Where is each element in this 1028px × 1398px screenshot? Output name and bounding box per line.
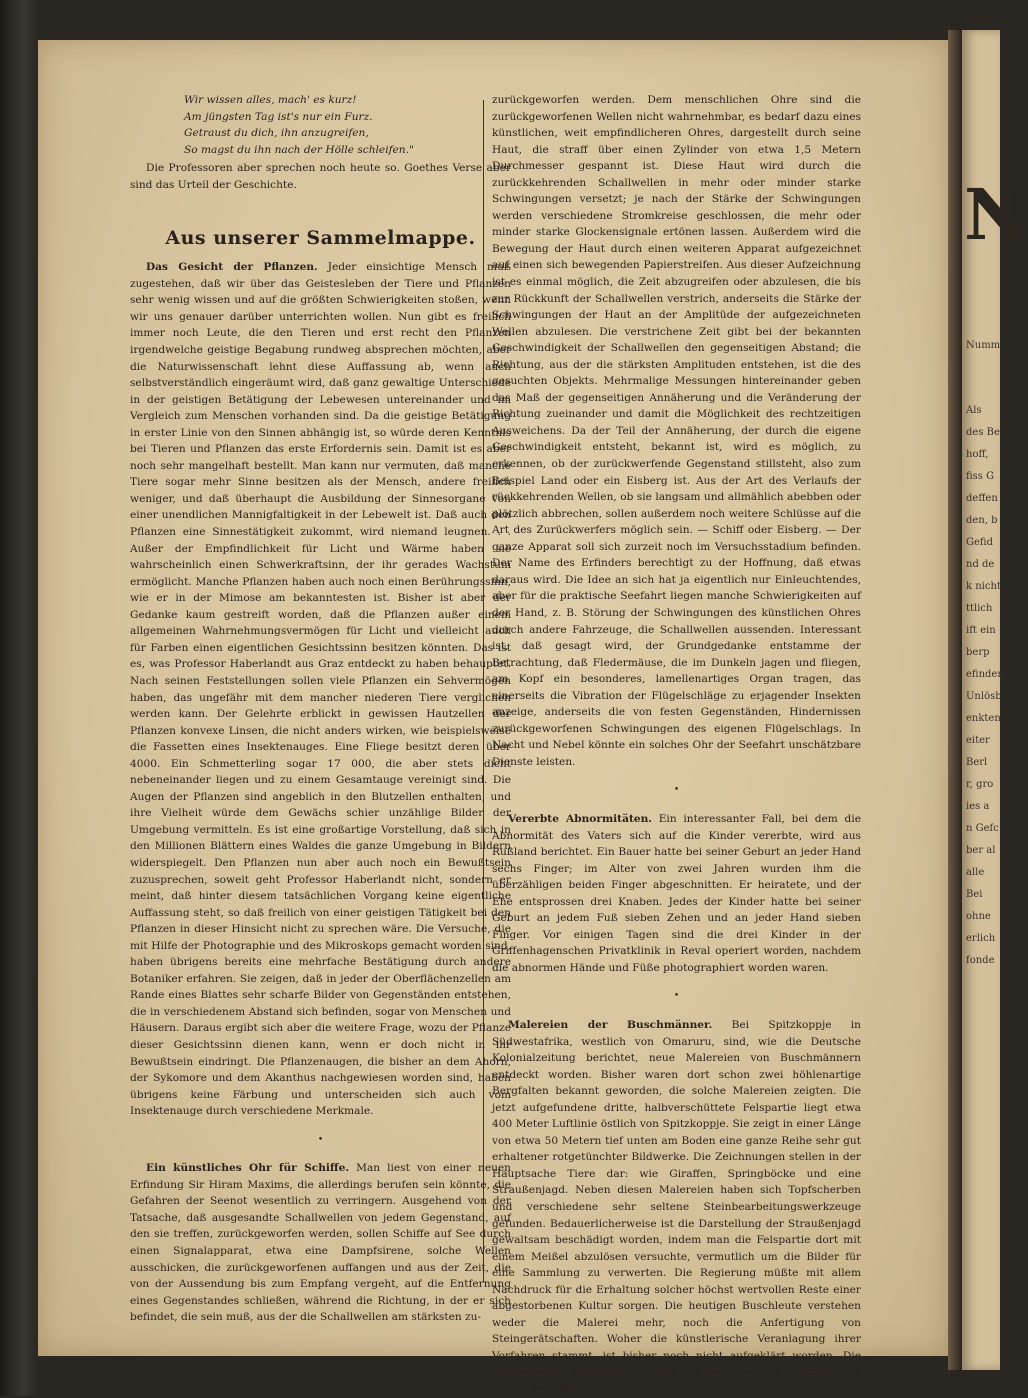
- separator-dot: •: [673, 991, 680, 1002]
- facing-page-fragment: fonde: [966, 955, 995, 966]
- section-title: Aus unserer Sammelmappe.: [165, 227, 476, 250]
- facing-page-fragment: nd de: [966, 559, 995, 570]
- facing-page-fragment: Als: [966, 405, 982, 416]
- facing-page-fragment: deffen: [966, 493, 998, 504]
- page-gutter: [948, 30, 962, 1370]
- facing-page-fragment: ttlich: [966, 603, 993, 614]
- article-heading: Malereien der Buschmänner.: [508, 1018, 713, 1031]
- article-text: Ein interessanter Fall, bei dem die Abnormität des Vaters sich auf die Kinder vererbte, wird aus Rußland berichtet. Ein Bauer hatte bei seiner Geburt an jeder Hand sechs Finger; im Alter von zwei Jahren wurden ihm die überzähligen beiden Finger abgeschnitten. Er heiratete, und der Ehe entsprossen drei Knaben. Jedes der Kinder hatte bei seiner Geburt an jedem Fuß sieben Zehen und an jeder Hand sieben Finger. Vor einigen Tagen sind die drei Kinder in der Griffenhagenschen Privatklinik in Reval operiert worden, nachdem die abnormen Hände und Füße photographiert worden waren.: [492, 812, 861, 974]
- facing-page-fragment: erlich: [966, 933, 996, 944]
- article-plants: [130, 259, 511, 1119]
- facing-page-fragment: ber al: [966, 845, 996, 856]
- facing-page-fragment: ies a: [966, 801, 990, 812]
- article-text: Jeder einsichtige Mensch muß zugestehen, daß wir über das Geistesleben der Tiere und Pflanzen sehr wenig wissen und auf die größten Schwierigkeiten stoßen, wenn wir uns genauer darüber unterrichten wollen. Nun gibt es freilich immer noch Leute, die den Tieren und erst recht den Pflanzen irgendwelche geistige Begabung rundweg absprechen möchten, aber die Naturwissenschaft lehnt diese Auffassung ab, wenn auch selbstverständlich eingeräumt wird, daß ganz gewaltige Unterschiede in der geistigen Betätigung der Lebewesen untereinander und im Vergleich zum Menschen vorhanden sind. Da die geistige Betätigung in erster Linie von den Sinnen abhängig ist, so würde deren Kenntnis bei Tieren und Pflanzen das erste Erfordernis sein. Damit ist es aber noch sehr mangelhaft bestellt. Man kann nur vermuten, daß manche Tiere sogar mehr Sinne besitzen als der Mensch, andere freilich weniger, und daß überhaupt die Ausbildung der Sinnesorgane von einer unendlichen Mannigfaltigkeit in der Lebewelt ist. Daß auch den Pflanzen eine Sinnestätigkeit zukommt, wird niemand leugnen. . . Außer der Empfindlichkeit für Licht und Wärme haben sie wahrscheinlich einen Schwerkraftsinn, der ihr gerades Wachstum ermöglicht. Manche Pflanzen haben auch noch einen Berührungssinn, wie er in der Mimose am bekanntesten ist. Bisher ist aber der Gedanke kaum gestreift worden, daß die Pflanzen außer einem allgemeinen Wahrnehmungsvermögen für Licht und vielleicht auch für Farben einen eigentlichen Gesichtssinn besitzen könnten. Das ist es, was Professor Haberlandt aus Graz entdeckt zu haben behauptet. Nach seinen Feststellungen sollen viele Pflanzen ein Sehvermögen haben, das ungefähr mit dem mancher niederen Tiere verglichen werden kann. Der Gelehrte erblickt in gewissen Hautzellen der Pflanzen konvexe Linsen, die nicht anders wirken, wie beispielsweise die Fassetten eines Insektenauges. Eine Fliege besitzt deren über 4000. Ein Schmetterling sogar 17 000, die aber stets dicht nebeneinander liegen und zu einem Gesamtauge vereinigt sind. Die Augen der Pflanzen sind angeblich in den Blutzellen enthalten, und ihre Vielheit würde dem Gewächs schier unzählige Bilder der Umgebung vermitteln. Es ist eine großartige Vorstellung, daß sich in den Millionen Blättern eines Waldes die ganze Umgebung in Bildern widerspiegelt. Den Pflanzen nun aber auch noch ein Bewußtsein zuzusprechen, soweit geht Professor Haberlandt nicht, sondern er meint, daß hinter diesem tatsächlichen Vorgang keine eigentliche Auffassung steht, so daß freilich von einer geistigen Tätigkeit bei den Pflanzen in dieser Hinsicht nicht zu sprechen wäre. Die Versuche, die mit Hilfe der Photographie und des Mikroskops gemacht worden sind, haben übrigens bereits eine mehrfache Bestätigung durch andere Botaniker erfahren. Sie zeigen, daß in jeder der Oberflächenzellen am Rande eines Blattes sehr scharfe Bilder von Gegenständen entstehen, die in verschiedenem Abstand sich befinden, sogar von Menschen und Häusern. Daraus ergibt sich aber die weitere Frage, wozu der Pflanze dieser Gesichtssinn dienen kann, wenn er doch nicht in ihr Bewußtsein eindringt. Die Pflanzenaugen, die bisher an dem Ahorn, der Sykomore und dem Akanthus nachgewiesen worden sind, haben übrigens keine Färbung und unterscheiden sich auch vom Insektenauge durch verschiedene Merkmale.: [130, 261, 511, 1118]
- column-left: [130, 92, 511, 1326]
- facing-page-fragment: n Gefc: [966, 823, 999, 834]
- article-heading: Vererbte Abnormitäten.: [508, 812, 652, 825]
- facing-page-fragment: enkten.: [966, 713, 1004, 724]
- facing-page-fragment: Numm: [966, 340, 1001, 351]
- facing-page-fragment: Bei: [966, 889, 983, 900]
- facing-page-fragment: berp: [966, 647, 990, 658]
- article-ear-continued: [492, 92, 861, 770]
- column-right: [492, 92, 861, 1398]
- facing-page-fragment: Unlösb: [966, 691, 1002, 702]
- article-ear: [130, 1160, 511, 1325]
- article-bushmen: [492, 1017, 861, 1398]
- poem-line: So magst du ihn nach der Hölle schleifen.": [184, 143, 414, 156]
- facing-page-fragment: efinden: [966, 669, 1004, 680]
- facing-page-edge: [962, 30, 1028, 1370]
- book-binding: [0, 0, 38, 1396]
- article-heading: Ein künstliches Ohr für Schiffe.: [146, 1162, 350, 1175]
- facing-page-fragment: alle: [966, 867, 985, 878]
- separator-dot: •: [317, 1134, 324, 1145]
- poem-line: Wir wissen alles, mach' es kurz!: [184, 94, 357, 106]
- facing-page-fragment: Berl: [966, 757, 988, 768]
- poem: [184, 92, 511, 158]
- facing-page-fragment: k nicht: [966, 581, 1001, 592]
- facing-page-fragment: ift ein: [966, 625, 996, 636]
- separator-dot: •: [673, 785, 680, 796]
- facing-page-fragment: fiss G: [966, 471, 995, 482]
- poem-attribution: Die Professoren aber sprechen noch heute so. Goethes Verse aber sind das Urteil der Geschichte.: [130, 162, 511, 191]
- facing-page-initial: N: [964, 173, 1028, 256]
- facing-page-fragment: des Be: [966, 427, 1000, 438]
- poem-line: Getraust du dich, ihn anzugreifen,: [184, 127, 369, 140]
- facing-page-fragment: den, b: [966, 515, 998, 526]
- article-heading: Das Gesicht der Pflanzen.: [146, 261, 318, 274]
- article-text: Bei Spitzkoppje in Südwestafrika, westlich von Omaruru, sind, wie die Deutsche Kolonialzeitung berichtet, neue Malereien von Buschmännern entdeckt worden. Bisher waren dort schon zwei höhlenartige Bergfalten bekannt geworden, die solche Malereien zeigten. Die jetzt aufgefundene dritte, halbverschüttete Felspartie liegt etwa 400 Meter Luftlinie östlich von Spitzkoppje. Sie zeigt in einer Länge von etwa 50 Metern tief unten am Boden eine ganze Reihe sehr gut erhaltener rotgetünchter Bildwerke. Die Zeichnungen stellen in der Hauptsache Tiere dar: wie Giraffen, Springböcke und eine Straußenjagd. Neben diesen Malereien haben sich Topfscherben und verschiedene sehr seltene Steinbearbeitungswerkzeuge gefunden. Bedauerlicherweise ist die Darstellung der Straußenjagd gewaltsam beschädigt worden, indem man die Felspartie dort mit einem Meißel abzulösen versuchte, vermutlich um die Bilder für eine Sammlung zu verwerten. Die Regierung müßte mit allem Nachdruck für die Erhaltung solcher höchst wertvollen Reste einer abgestorbenen Kultur sorgen. Die heutigen Buschleute verstehen weder die Malerei mehr, noch die Anfertigung von Steingerätschaften. Woher die künstlerische Veranlagung ihrer Vorfahren stammt, ist bisher noch nicht aufgeklärt worden. Die vorgenannten Malereien werden auf ein Alter von ungefähr 200 Jahren geschätzt.: [492, 1018, 861, 1396]
- article-abnormities: [492, 811, 861, 976]
- article-text: Man liest von einer neuen Erfindung Sir Hiram Maxims, die allerdings berufen sein könnte, die Gefahren der Seenot wesentlich zu verringern. Ausgehend von der Tatsache, daß ausgesandte Schallwellen von jedem Gegenstand, auf den sie treffen, zurückgeworfen werden, sollen Schiffe auf See durch einen Signalapparat, etwa eine Dampfsirene, solche Wellen ausschicken, die zurückgeworfenen auffangen und aus der Zeit, die von der Aussendung bis zum Empfang vergeht, auf die Entfernung eines Gegenstandes schließen, während die Richtung, in der er sich befindet, die sein muß, aus der die Schallwellen am stärksten zu-: [130, 1162, 511, 1324]
- article-text: zurückgeworfen werden. Dem menschlichen Ohre sind die zurückgeworfenen Wellen nicht wahrnehmbar, es bedarf dazu eines künstlichen, weit empfindlicheren Ohres, dargestellt durch seine Haut, die straff über einen Zylinder von etwa 1,5 Metern Durchmesser gespannt ist. Diese Haut wird durch die zurückkehrenden Schallwellen in mehr oder minder starke Schwingungen versetzt; je nach der Stärke der Schwingungen werden verschiedene Stromkreise geschlossen, die mehr oder minder starke Glockensignale ertönen lassen. Außerdem wird die Bewegung der Haut durch einen weiteren Apparat aufgezeichnet auf einen sich bewegenden Papierstreifen. Aus dieser Aufzeichnung ist es einmal möglich, die Zeit abzugreifen oder abzulesen, die bis zur Rückkunft der Schallwellen verstrich, anderseits die Stärke der Schwingungen der Haut an der Amplitüde der aufgezeichneten Wellen abzulesen. Die verstrichene Zeit gibt bei der bekannten Geschwindigkeit der Schallwellen den gegenseitigen Abstand; die Richtung, aus der die stärksten Amplituden entstehen, ist die des gesuchten Objekts. Mehrmalige Messungen hintereinander geben das Maß der gegenseitigen Annäherung und die Veränderung der Richtung zueinander und damit die Möglichkeit des rechtzeitigen Ausweichens. Da der Teil der Annäherung, der durch die eigene Geschwindigkeit entsteht, bekannt ist, wird es möglich, zu erkennen, ob der zurückwerfende Gegenstand stillsteht, also zum Beispiel Land oder ein Eisberg ist. Aus der Art des Verlaufs der rückkehrenden Wellen, ob sie langsam und allmählich abebben oder plötzlich abbrechen, sollen außerdem noch weitere Schlüsse auf die Art des Zurückwerfers möglich sein. — Schiff oder Eisberg. — Der ganze Apparat soll sich zurzeit noch im Versuchsstadium befinden. Der Name des Erfinders berechtigt zu der Hoffnung, daß etwas daraus wird. Die Idee an sich hat ja eigentlich nur Einleuchtendes, aber für die praktische Seefahrt liegen manche Schwierigkeiten auf der Hand, z. B. Störung der Schwingungen des künstlichen Ohres durch andere Fahrzeuge, die Schallwellen aussenden. Interessant ist, daß gesagt wird, der Grundgedanke entstamme der Betrachtung, daß Fledermäuse, die im Dunkeln jagen und fliegen, am Kopf ein besonderes, lamellenartiges Organ tragen, das einerseits die Vibration der Flügelschläge zu erjagender Insekten anzeige, anderseits die von festen Gegenständen, Hindernissen zurückgeworfenen Schwingungen des eigenen Flügelschlags. In Nacht und Nebel könnte ein solches Ohr der Seefahrt unschätzbare Dienste leisten.: [492, 94, 861, 768]
- facing-page-fragment: r, gro: [966, 779, 994, 790]
- facing-page-fragment: hoff,: [966, 449, 989, 460]
- facing-page-fragment: Gefid: [966, 537, 993, 548]
- poem-line: Am jüngsten Tag ist's nur ein Furz.: [184, 110, 373, 123]
- facing-page-fragment: eiter: [966, 735, 990, 746]
- facing-page-fragment: ohne: [966, 911, 991, 922]
